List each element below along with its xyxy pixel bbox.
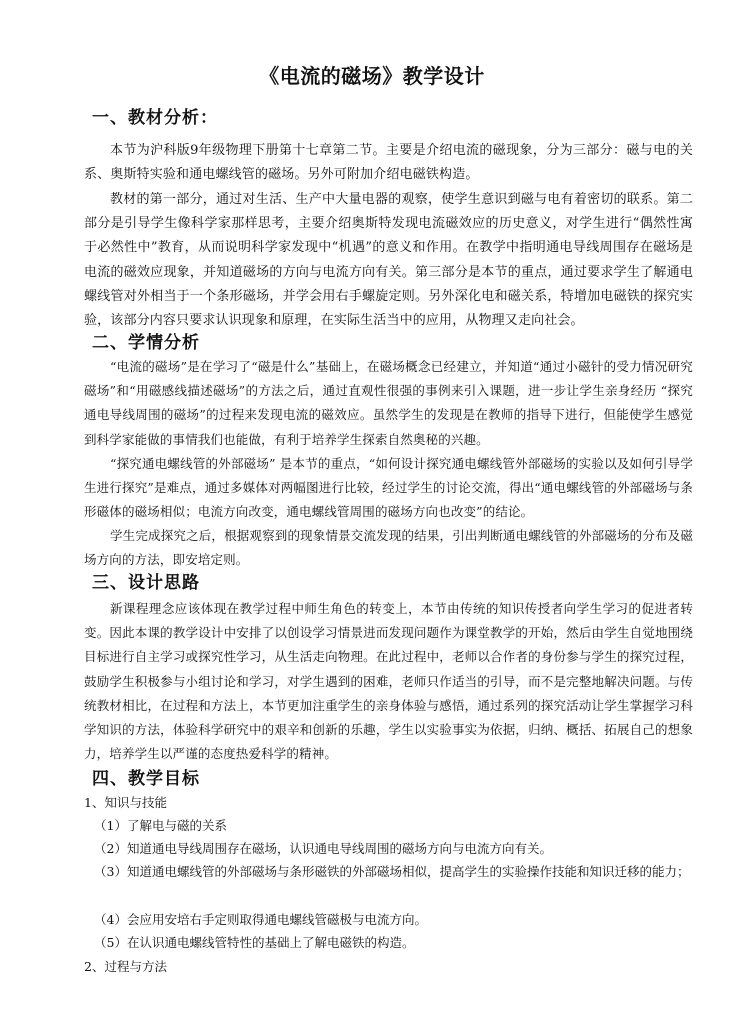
paragraph: 新课程理念应该体现在教学过程中师生角色的转变上，本节由传统的知识传授者向学生学习的促进者转变。因此本课的教学设计中安排了以创设学习情景进而发现问题作为课堂教学的开始，然后由学生自觉地围绕目标进行自主学习或探究性学习，从生活走向物理。在此过程中，老师以合作者的身份参与学生的探究过程，鼓励学生积极参与小组讨论和学习，对学生遇到的困难，老师只作适当的引导，而不是完整地解决问题。与传统教材相比，在过程和方法上，本节更加注重学生的亲身体验与感悟，通过系列的探究活动让学生掌握学习科学知识的方法，体验科学研究中的艰辛和创新的乐趣，学生以实验事实为依据，归纳、概括、拓展自己的想象力，培养学生以严谨的态度热爱科学的精神。 — [84, 601, 693, 762]
paragraph: “电流的磁场”是在学习了“磁是什么”基础上，在磁场概念已经建立，并知道“通过小磁针的受力情况研究磁场”和“用磁感线描述磁场”的方法之后，通过直观性很强的事例来引入课题，进一步让学生亲身经历 “探究通电导线周围的磁场”的过程来发现电流的磁效应。虽然学生的发现是在教师的指导下进行，但能使学生感觉到科学家能做的事情我们也能做，有利于培养学生探索自然奥秘的兴趣。 — [84, 359, 693, 447]
list-item: 1、知识与技能 — [84, 795, 167, 810]
list-item: （5）在认识通电螺线管特性的基础上了解电磁铁的构造。 — [94, 935, 415, 950]
section-heading-student-analysis: 二、学情分析 — [92, 333, 200, 353]
paragraph: 教材的第一部分，通过对生活、生产中大量电器的观察，使学生意识到磁与电有着密切的联系。第二部分是引导学生像科学家那样思考，主要介绍奥斯特发现电流磁效应的历史意义，对学生进行“偶然性寓于必然性中”教育，从而说明科学家发现中“机遇”的意义和作用。在教学中指明通电导线周围存在磁场是电流的磁效应现象，并知道磁场的方向与电流方向有关。第三部分是本节的重点，通过要求学生了解通电螺线管对外相当于一个条形磁场，并学会用右手螺旋定则。另外深化电和磁关系，特增加电磁铁的探究实验，该部分内容只要求认识现象和原理，在实际生活当中的应用，从物理又走向社会。 — [84, 192, 693, 329]
paragraph: “探究通电螺线管的外部磁场” 是本节的重点，“如何设计探究通电螺线管外部磁场的实验以及如何引导学生进行探究”是难点，通过多媒体对两幅图进行比较，经过学生的讨论交流，得出“通电螺线管的外部磁场与条形磁体的磁场相似；电流方向改变，通电螺线管周围的磁场方向也改变”的结论。 — [84, 456, 693, 520]
paragraph: 学生完成探究之后，根据观察到的现象情景交流发现的结果，引出判断通电螺线管的外部磁场的分布及磁场方向的方法，即安培定则。 — [84, 528, 693, 568]
section-heading-design-ideas: 三、设计思路 — [92, 573, 200, 593]
document-title: 《电流的磁场》教学设计 — [259, 64, 485, 88]
list-item: 2、过程与方法 — [84, 959, 167, 974]
list-item: （2）知道通电导线周围存在磁场，认识通电导线周围的磁场方向与电流方向有关。 — [94, 841, 552, 856]
list-item: （1）了解电与磁的关系 — [94, 818, 227, 833]
list-item: （3）知道通电螺线管的外部磁场与条形磁铁的外部磁场相似，提高学生的实验操作技能和知识迁移的能力； — [94, 864, 690, 879]
section-heading-teaching-goals: 四、教学目标 — [92, 769, 200, 789]
list-item: （4）会应用安培右手定则取得通电螺线管磁极与电流方向。 — [94, 912, 427, 927]
paragraph: 本节为沪科版9年级物理下册第十七章第二节。主要是介绍电流的磁现象，分为三部分：磁与电的关系、奥斯特实验和通电螺线管的磁场。另外可附加介绍电磁铁构造。 — [84, 143, 693, 183]
section-heading-textbook-analysis: 一、教材分析： — [92, 108, 218, 128]
